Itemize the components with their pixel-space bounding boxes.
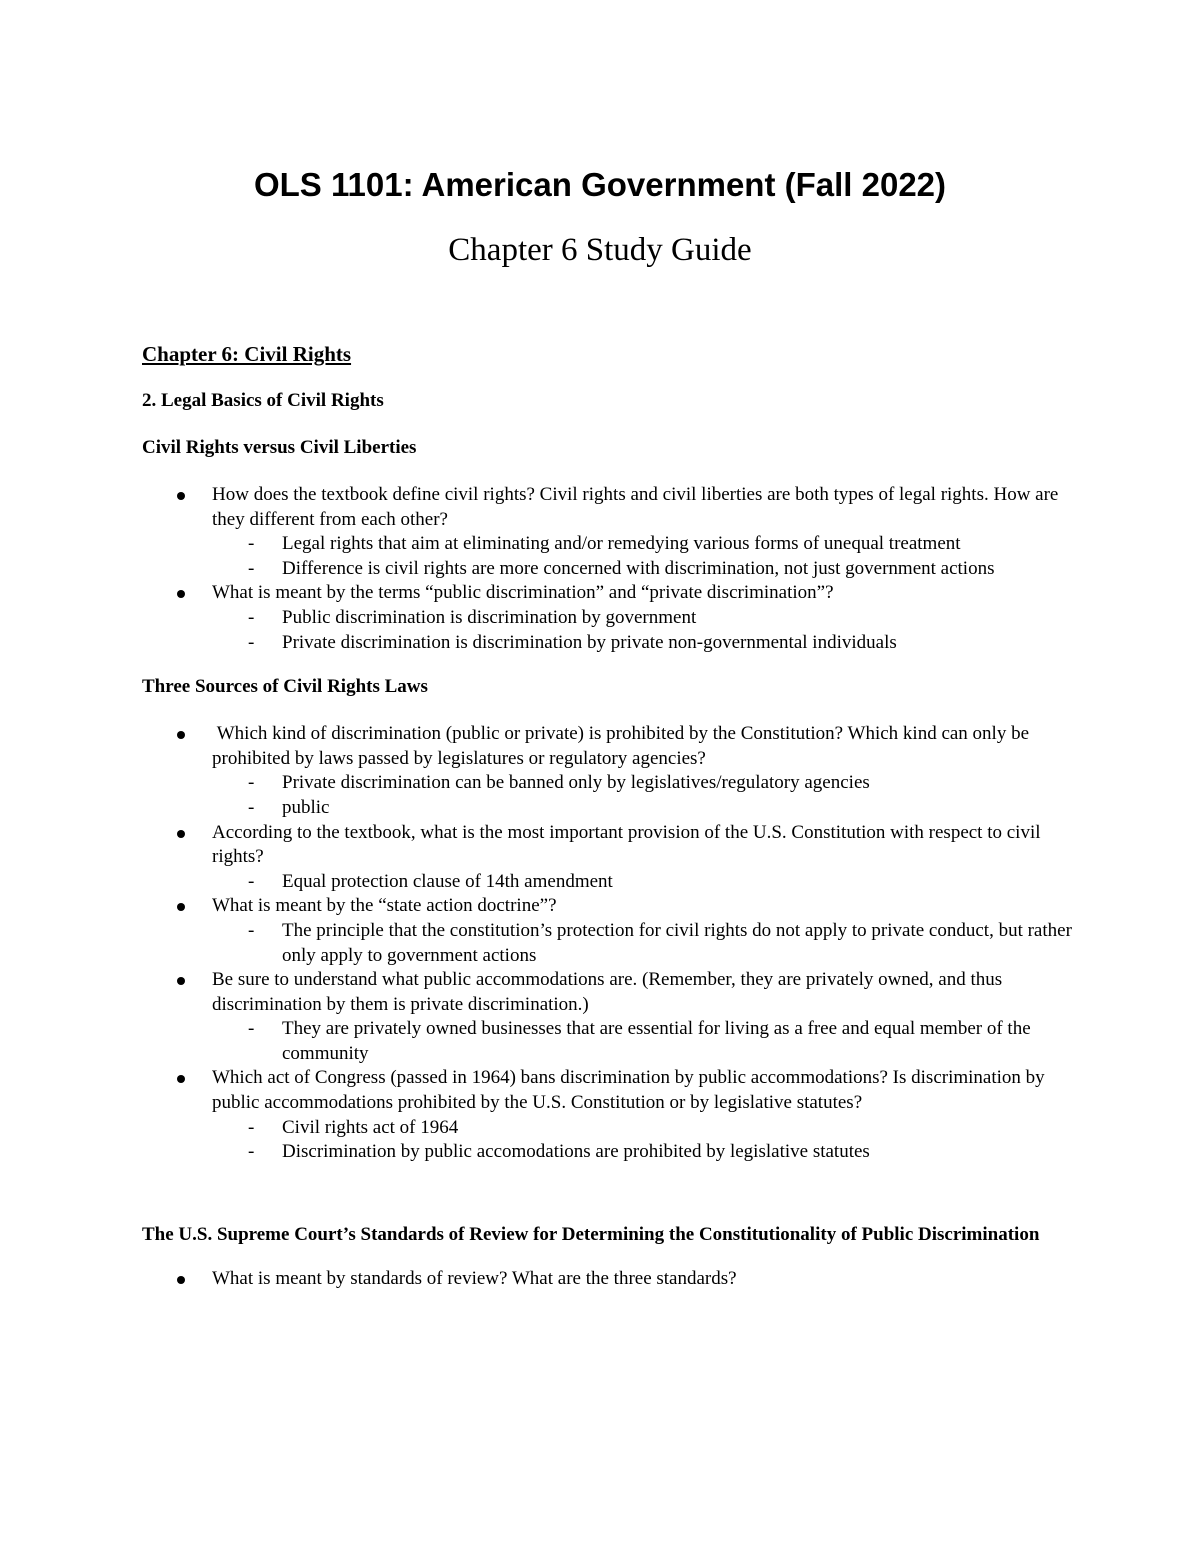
- answer-item: [212, 557, 1072, 582]
- answer-item: [212, 870, 1072, 895]
- answer-item: [212, 796, 1072, 821]
- document-body: [142, 339, 1072, 1292]
- question-item: [142, 1267, 1072, 1292]
- question-item: [142, 821, 1072, 895]
- subsection-heading: Three Sources of Civil Rights Laws: [142, 676, 428, 698]
- answer-item: [212, 919, 1072, 968]
- answer-item: [212, 532, 1072, 557]
- answer-item: [212, 1116, 1072, 1141]
- bullet-icon: [177, 903, 185, 911]
- subsection-heading: Civil Rights versus Civil Liberties: [142, 437, 417, 458]
- answer-text: Private discrimination is discrimination by private non-governmental individuals: [282, 631, 897, 653]
- question-text: How does the textbook define civil rights? Civil rights and civil liberties are both types of legal rights. How are they different from each other?: [212, 484, 1059, 530]
- dash-icon: -: [248, 1141, 255, 1163]
- document-title: OLS 1101: American Government (Fall 2022): [253, 166, 947, 203]
- answer-list: [212, 870, 1072, 895]
- question-list: [142, 483, 1072, 655]
- answer-list: [212, 1017, 1072, 1066]
- bullet-icon: [177, 731, 185, 739]
- chapter-heading: Chapter 6: Civil Rights: [142, 342, 352, 366]
- bullet-icon: [177, 590, 185, 598]
- question-item: [142, 581, 1072, 655]
- question-item: [142, 1066, 1072, 1164]
- dash-icon: -: [248, 606, 255, 628]
- question-item: [142, 722, 1072, 820]
- spacer: [142, 1165, 1072, 1223]
- bullet-icon: [177, 1276, 185, 1284]
- answer-text: The principle that the constitution’s protection for civil rights do not apply to private conduct, but rather only apply to government actions: [282, 919, 1072, 966]
- answer-list: [212, 919, 1072, 968]
- answer-list: [212, 1116, 1072, 1165]
- answer-item: [212, 1140, 1072, 1165]
- question-text: Which act of Congress (passed in 1964) bans discrimination by public accommodations? Is discrimination by public accommodations prohibited by the U.S. Constitution or by legislative statutes?: [212, 1067, 1045, 1114]
- answer-text: Civil rights act of 1964: [282, 1116, 459, 1138]
- dash-icon: -: [248, 533, 255, 555]
- document-subtitle: Chapter 6 Study Guide: [448, 232, 752, 268]
- question-text: According to the textbook, what is the most important provision of the U.S. Constitution with respect to civil rights?: [212, 821, 1041, 868]
- dash-icon: -: [248, 919, 255, 941]
- question-item: [142, 968, 1072, 1066]
- question-text: What is meant by the “state action doctrine”?: [212, 895, 557, 917]
- answer-item: [212, 606, 1072, 631]
- answer-text: Equal protection clause of 14th amendment: [282, 870, 613, 892]
- dash-icon: -: [248, 1116, 255, 1138]
- question-text: Be sure to understand what public accommodations are. (Remember, they are privately owned, and thus discrimination by them is private discrimination.): [212, 969, 1003, 1015]
- answer-text: Difference is civil rights are more concerned with discrimination, not just government actions: [282, 557, 995, 579]
- question-list: [142, 722, 1072, 1165]
- answer-text: Public discrimination is discrimination by government: [282, 606, 697, 628]
- section-heading: 2. Legal Basics of Civil Rights: [142, 390, 384, 411]
- bullet-icon: [177, 977, 185, 985]
- bullet-icon: [177, 1075, 185, 1083]
- answer-text: Discrimination by public accomodations are prohibited by legislative statutes: [282, 1141, 870, 1163]
- answer-item: [212, 771, 1072, 796]
- dash-icon: -: [248, 1018, 255, 1040]
- answer-list: [212, 532, 1072, 581]
- answer-list: [212, 606, 1072, 655]
- answer-text: public: [282, 796, 330, 818]
- dash-icon: -: [248, 870, 255, 892]
- bullet-icon: [177, 492, 185, 500]
- answer-text: Private discrimination can be banned only by legislatives/regulatory agencies: [282, 772, 870, 794]
- dash-icon: -: [248, 631, 255, 653]
- question-list: [142, 1267, 1072, 1292]
- dash-icon: -: [248, 796, 255, 818]
- answer-item: [212, 1017, 1072, 1066]
- dash-icon: -: [248, 557, 255, 579]
- answer-text: They are privately owned businesses that are essential for living as a free and equal member of the community: [282, 1018, 1031, 1064]
- answer-item: [212, 631, 1072, 656]
- question-item: [142, 483, 1072, 581]
- subsection-heading: The U.S. Supreme Court’s Standards of Review for Determining the Constitutionality of Public Discrimination: [142, 1223, 1040, 1245]
- question-text: What is meant by the terms “public discrimination” and “private discrimination”?: [212, 582, 834, 604]
- dash-icon: -: [248, 772, 255, 794]
- question-item: [142, 894, 1072, 968]
- answer-list: [212, 771, 1072, 820]
- question-text: What is meant by standards of review? What are the three standards?: [212, 1268, 737, 1290]
- answer-text: Legal rights that aim at eliminating and/or remedying various forms of unequal treatment: [282, 533, 961, 555]
- question-text: Which kind of discrimination (public or private) is prohibited by the Constitution? Which kind can only be prohibited by laws passed by legislatures or regulatory agencies?: [212, 723, 1034, 769]
- bullet-icon: [177, 830, 185, 838]
